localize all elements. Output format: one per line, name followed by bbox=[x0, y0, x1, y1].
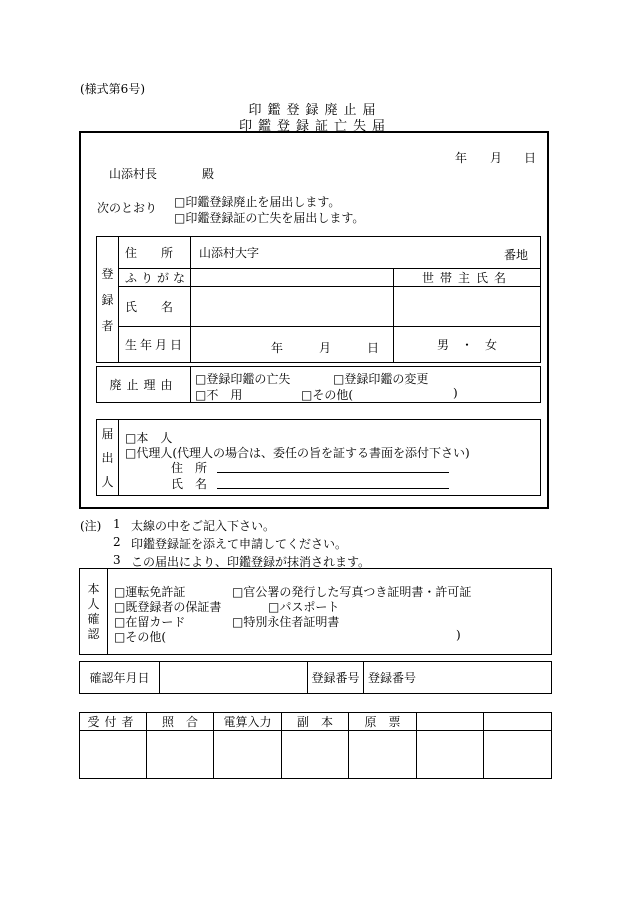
date-day-label: 日 bbox=[524, 151, 537, 165]
birth-year: 年 bbox=[271, 341, 284, 355]
applicant-address-field[interactable] bbox=[217, 472, 449, 473]
office-cell-verify[interactable] bbox=[147, 731, 214, 779]
registrant-side-label: 登 録 者 bbox=[97, 237, 119, 363]
loss-checkbox[interactable]: □印鑑登録証の亡失を届出します。 bbox=[174, 211, 365, 225]
applicant-name-field[interactable] bbox=[217, 488, 449, 489]
office-cell-original[interactable] bbox=[349, 731, 417, 779]
name-field[interactable] bbox=[191, 287, 394, 327]
form-title-line1: 印鑑登録廃止届 bbox=[248, 103, 382, 118]
furigana-label: ふりがな bbox=[119, 269, 191, 287]
office-header-original: 原 票 bbox=[349, 713, 417, 731]
identity-table bbox=[79, 568, 552, 655]
furigana-field[interactable] bbox=[191, 269, 394, 287]
id-other-checkbox[interactable]: □その他( bbox=[114, 630, 167, 644]
confirm-table bbox=[79, 661, 552, 694]
notes-prefix: (注) bbox=[80, 519, 102, 533]
notice-lead: 次のとおり bbox=[97, 201, 158, 215]
address-label: 住 所 bbox=[119, 237, 191, 269]
applicant-body bbox=[119, 420, 541, 496]
reason-other-close: ) bbox=[453, 386, 458, 400]
applicant-address-label: 住 所 bbox=[171, 461, 208, 475]
reason-label: 廃止理由 bbox=[97, 367, 191, 403]
address-field[interactable] bbox=[191, 237, 541, 269]
reason-change-checkbox[interactable]: □登録印鑑の変更 bbox=[333, 372, 429, 386]
id-residence-checkbox[interactable]: □在留カード bbox=[114, 615, 186, 629]
address-prefix: 山添村大字 bbox=[199, 246, 260, 260]
office-header-input: 電算入力 bbox=[214, 713, 282, 731]
id-public-checkbox[interactable]: □官公署の発行した写真つき証明書・許可証 bbox=[232, 585, 472, 599]
registrant-table bbox=[96, 236, 541, 363]
note-2-text: 印鑑登録証を添えて申請してください。 bbox=[131, 537, 348, 551]
note-1-text: 太線の中をご記入下さい。 bbox=[131, 519, 276, 533]
identity-side-label: 本 人 確 認 bbox=[80, 569, 108, 655]
confirm-date-label: 確認年月日 bbox=[80, 662, 160, 694]
applicant-table bbox=[96, 419, 541, 496]
form-title-line2: 印鑑登録証亡失届 bbox=[238, 119, 391, 134]
confirm-date-field[interactable] bbox=[160, 662, 308, 694]
reason-table bbox=[96, 366, 541, 403]
date-month-label: 月 bbox=[490, 151, 503, 165]
id-license-checkbox[interactable]: □運転免許証 bbox=[114, 585, 186, 599]
name-label: 氏 名 bbox=[119, 287, 191, 327]
birth-field[interactable] bbox=[191, 327, 394, 363]
address-suffix: 番地 bbox=[504, 248, 529, 262]
id-passport-checkbox[interactable]: □パスポート bbox=[268, 600, 340, 614]
household-label: 世帯主氏名 bbox=[394, 269, 541, 287]
addressee-name: 山添村長 bbox=[109, 167, 158, 181]
office-header-copy: 副 本 bbox=[282, 713, 349, 731]
birth-month: 月 bbox=[319, 341, 332, 355]
office-cell-blank-2[interactable] bbox=[484, 731, 552, 779]
office-header-blank-1 bbox=[417, 713, 484, 731]
applicant-proxy-checkbox[interactable]: □代理人(代理人の場合は、委任の旨を証する書面を添付下さい) bbox=[125, 446, 470, 460]
reason-options bbox=[191, 367, 541, 403]
id-other-close: ) bbox=[456, 628, 461, 642]
note-3-text: この届出により、印鑑登録が抹消されます。 bbox=[131, 555, 371, 569]
office-header-verify: 照 合 bbox=[147, 713, 214, 731]
applicant-name-label: 氏 名 bbox=[171, 477, 208, 491]
note-2-number: 2 bbox=[113, 535, 121, 549]
abolish-checkbox[interactable]: □印鑑登録廃止を届出します。 bbox=[174, 195, 341, 209]
id-guarantee-checkbox[interactable]: □既登録者の保証書 bbox=[114, 600, 222, 614]
reason-other-checkbox[interactable]: □その他( bbox=[301, 388, 354, 402]
office-cell-reception[interactable] bbox=[80, 731, 147, 779]
reason-lost-checkbox[interactable]: □登録印鑑の亡失 bbox=[195, 372, 291, 386]
office-header-reception: 受付者 bbox=[80, 713, 147, 731]
office-cell-blank-1[interactable] bbox=[417, 731, 484, 779]
office-cell-copy[interactable] bbox=[282, 731, 349, 779]
office-header-blank-2 bbox=[484, 713, 552, 731]
form-number: (様式第6号) bbox=[80, 82, 145, 96]
household-field[interactable] bbox=[394, 287, 541, 327]
gender-field[interactable]: 男 ・ 女 bbox=[394, 327, 541, 363]
id-special-checkbox[interactable]: □特別永住者証明書 bbox=[232, 615, 340, 629]
office-table bbox=[79, 712, 552, 779]
date-year-label: 年 bbox=[455, 151, 468, 165]
reg-number-label-1: 登録番号 bbox=[308, 662, 364, 694]
birth-day: 日 bbox=[367, 341, 380, 355]
applicant-side-label: 届 出 人 bbox=[97, 420, 119, 496]
birth-label: 生年月日 bbox=[119, 327, 191, 363]
reason-unneeded-checkbox[interactable]: □不 用 bbox=[195, 388, 243, 402]
note-1-number: 1 bbox=[113, 517, 121, 531]
identity-options bbox=[108, 569, 552, 655]
applicant-self-checkbox[interactable]: □本 人 bbox=[125, 431, 173, 445]
reg-number-label-2[interactable]: 登録番号 bbox=[364, 662, 552, 694]
note-3-number: 3 bbox=[113, 553, 121, 567]
office-cell-input[interactable] bbox=[214, 731, 282, 779]
addressee-suffix: 殿 bbox=[202, 167, 215, 181]
